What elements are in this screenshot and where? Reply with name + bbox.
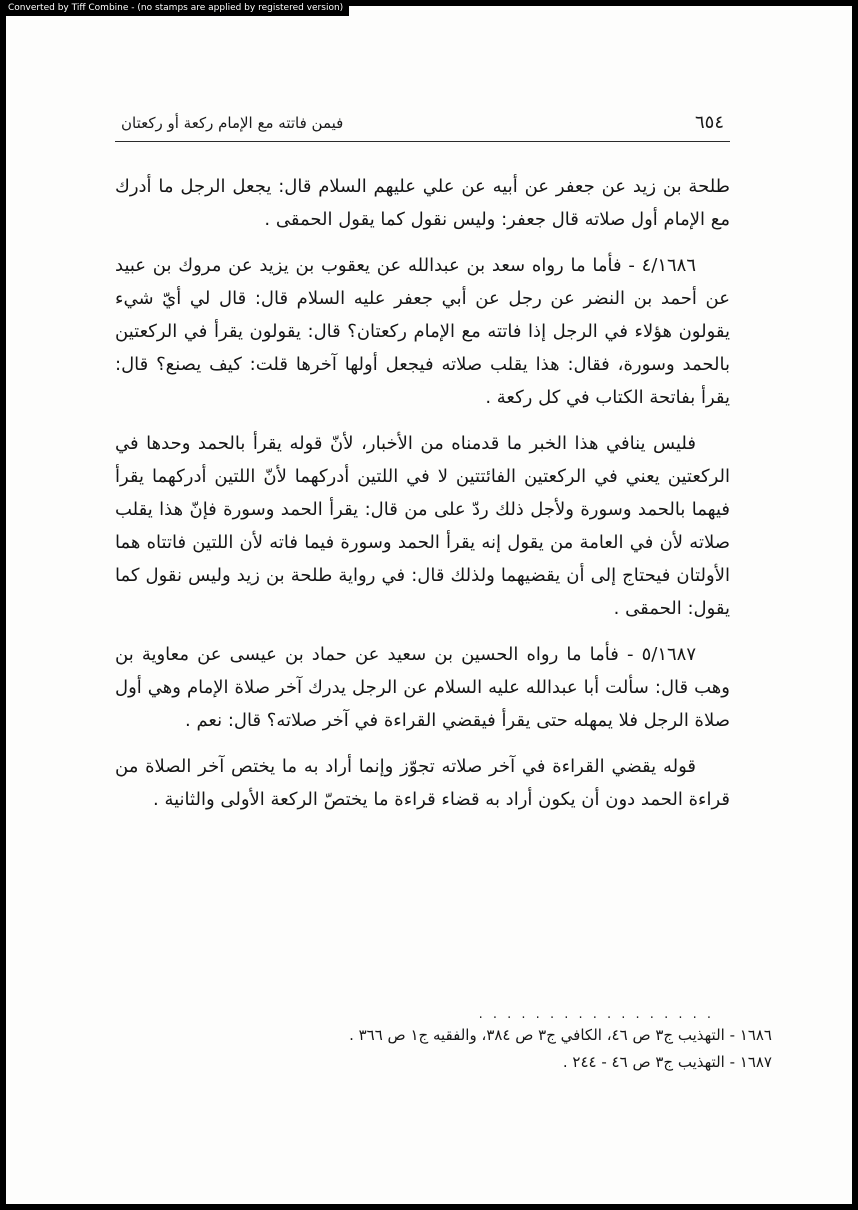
footnote-separator: . . . . . . . . . . . . . . . . . [478, 1007, 714, 1022]
page-content [115, 112, 730, 829]
body-paragraph: فليس ينافي هذا الخبر ما قدمناه من الأخبار، لأنّ قوله يقرأ بالحمد وحدها في الركعتين يعني في الركعتين الفائتتين لا في اللتين أدركهما لأنّ اللتين أدركهما يقرأ فيهما بالحمد وسورة ولأجل ذلك ردّ على من قال: يقرأ الحمد وسورة فإنّ هذا يقلب صلاته لأن في العامة من يقول إنه يقرأ الحمد وسورة فيما فاته لأن اللتين فاتتاه هما الأولتان فيحتاج إلى أن يقضيهما ولذلك قال: في رواية طلحة بن زيد وليس نقول كما يقول: الحمقى . [115, 433, 730, 619]
body-paragraph: ٤/١٦٨٦ - فأما ما رواه سعد بن عبدالله عن يعقوب بن يزيد عن مروك بن عبيد عن أحمد بن النضر عن رجل عن أبي جعفر عليه السلام قال: قال لي أيّ شيء يقولون هؤلاء في الرجل إذا فاتته مع الإمام ركعتان؟ قال: يقولون يقرأ في الركعتين بالحمد وسورة، فقال: هذا يقلب صلاته فيجعل أولها آخرها قلت: كيف يصنع؟ قال: يقرأ بفاتحة الكتاب في كل ركعة . [115, 255, 730, 408]
header-rule [115, 141, 730, 142]
footnotes-section [115, 1008, 772, 1076]
footnote-item: ١٦٨٦ - التهذيب ج٣ ص ٤٦، الكافي ج٣ ص ٣٨٤، والفقيه ج١ ص ٣٦٦ . [349, 1026, 772, 1044]
footnote-item: ١٦٨٧ - التهذيب ج٣ ص ٤٦ - ٢٤٤ . [562, 1053, 772, 1071]
body-paragraph: قوله يقضي القراءة في آخر صلاته تجوّز وإنما أراد به ما يختص آخر الصلاة من قراءة الحمد دون أن يكون أراد به قضاء قراءة ما يختصّ الركعة الأولى والثانية . [115, 756, 730, 810]
page-number: ٦٥٤ [694, 112, 724, 133]
chapter-title: فيمن فاتته مع الإمام ركعة أو ركعتان [121, 114, 344, 132]
body-paragraph: طلحة بن زيد عن جعفر عن أبيه عن علي عليهم السلام قال: يجعل الرجل ما أدرك مع الإمام أول صلاته قال جعفر: وليس نقول كما يقول الحمقى . [115, 176, 730, 230]
body-paragraph: ٥/١٦٨٧ - فأما ما رواه الحسين بن سعيد عن حماد بن عيسى عن معاوية بن وهب قال: سألت أبا عبدالله عليه السلام عن الرجل يدرك آخر صلاة الإمام وهي أول صلاة الرجل فلا يمهله حتى يقرأ فيقضي القراءة في آخر صلاته؟ قال: نعم . [115, 644, 730, 731]
watermark-banner: Converted by Tiff Combine - (no stamps are applied by registered version) [0, 2, 349, 16]
body-text [115, 170, 730, 816]
page-header [115, 112, 730, 133]
